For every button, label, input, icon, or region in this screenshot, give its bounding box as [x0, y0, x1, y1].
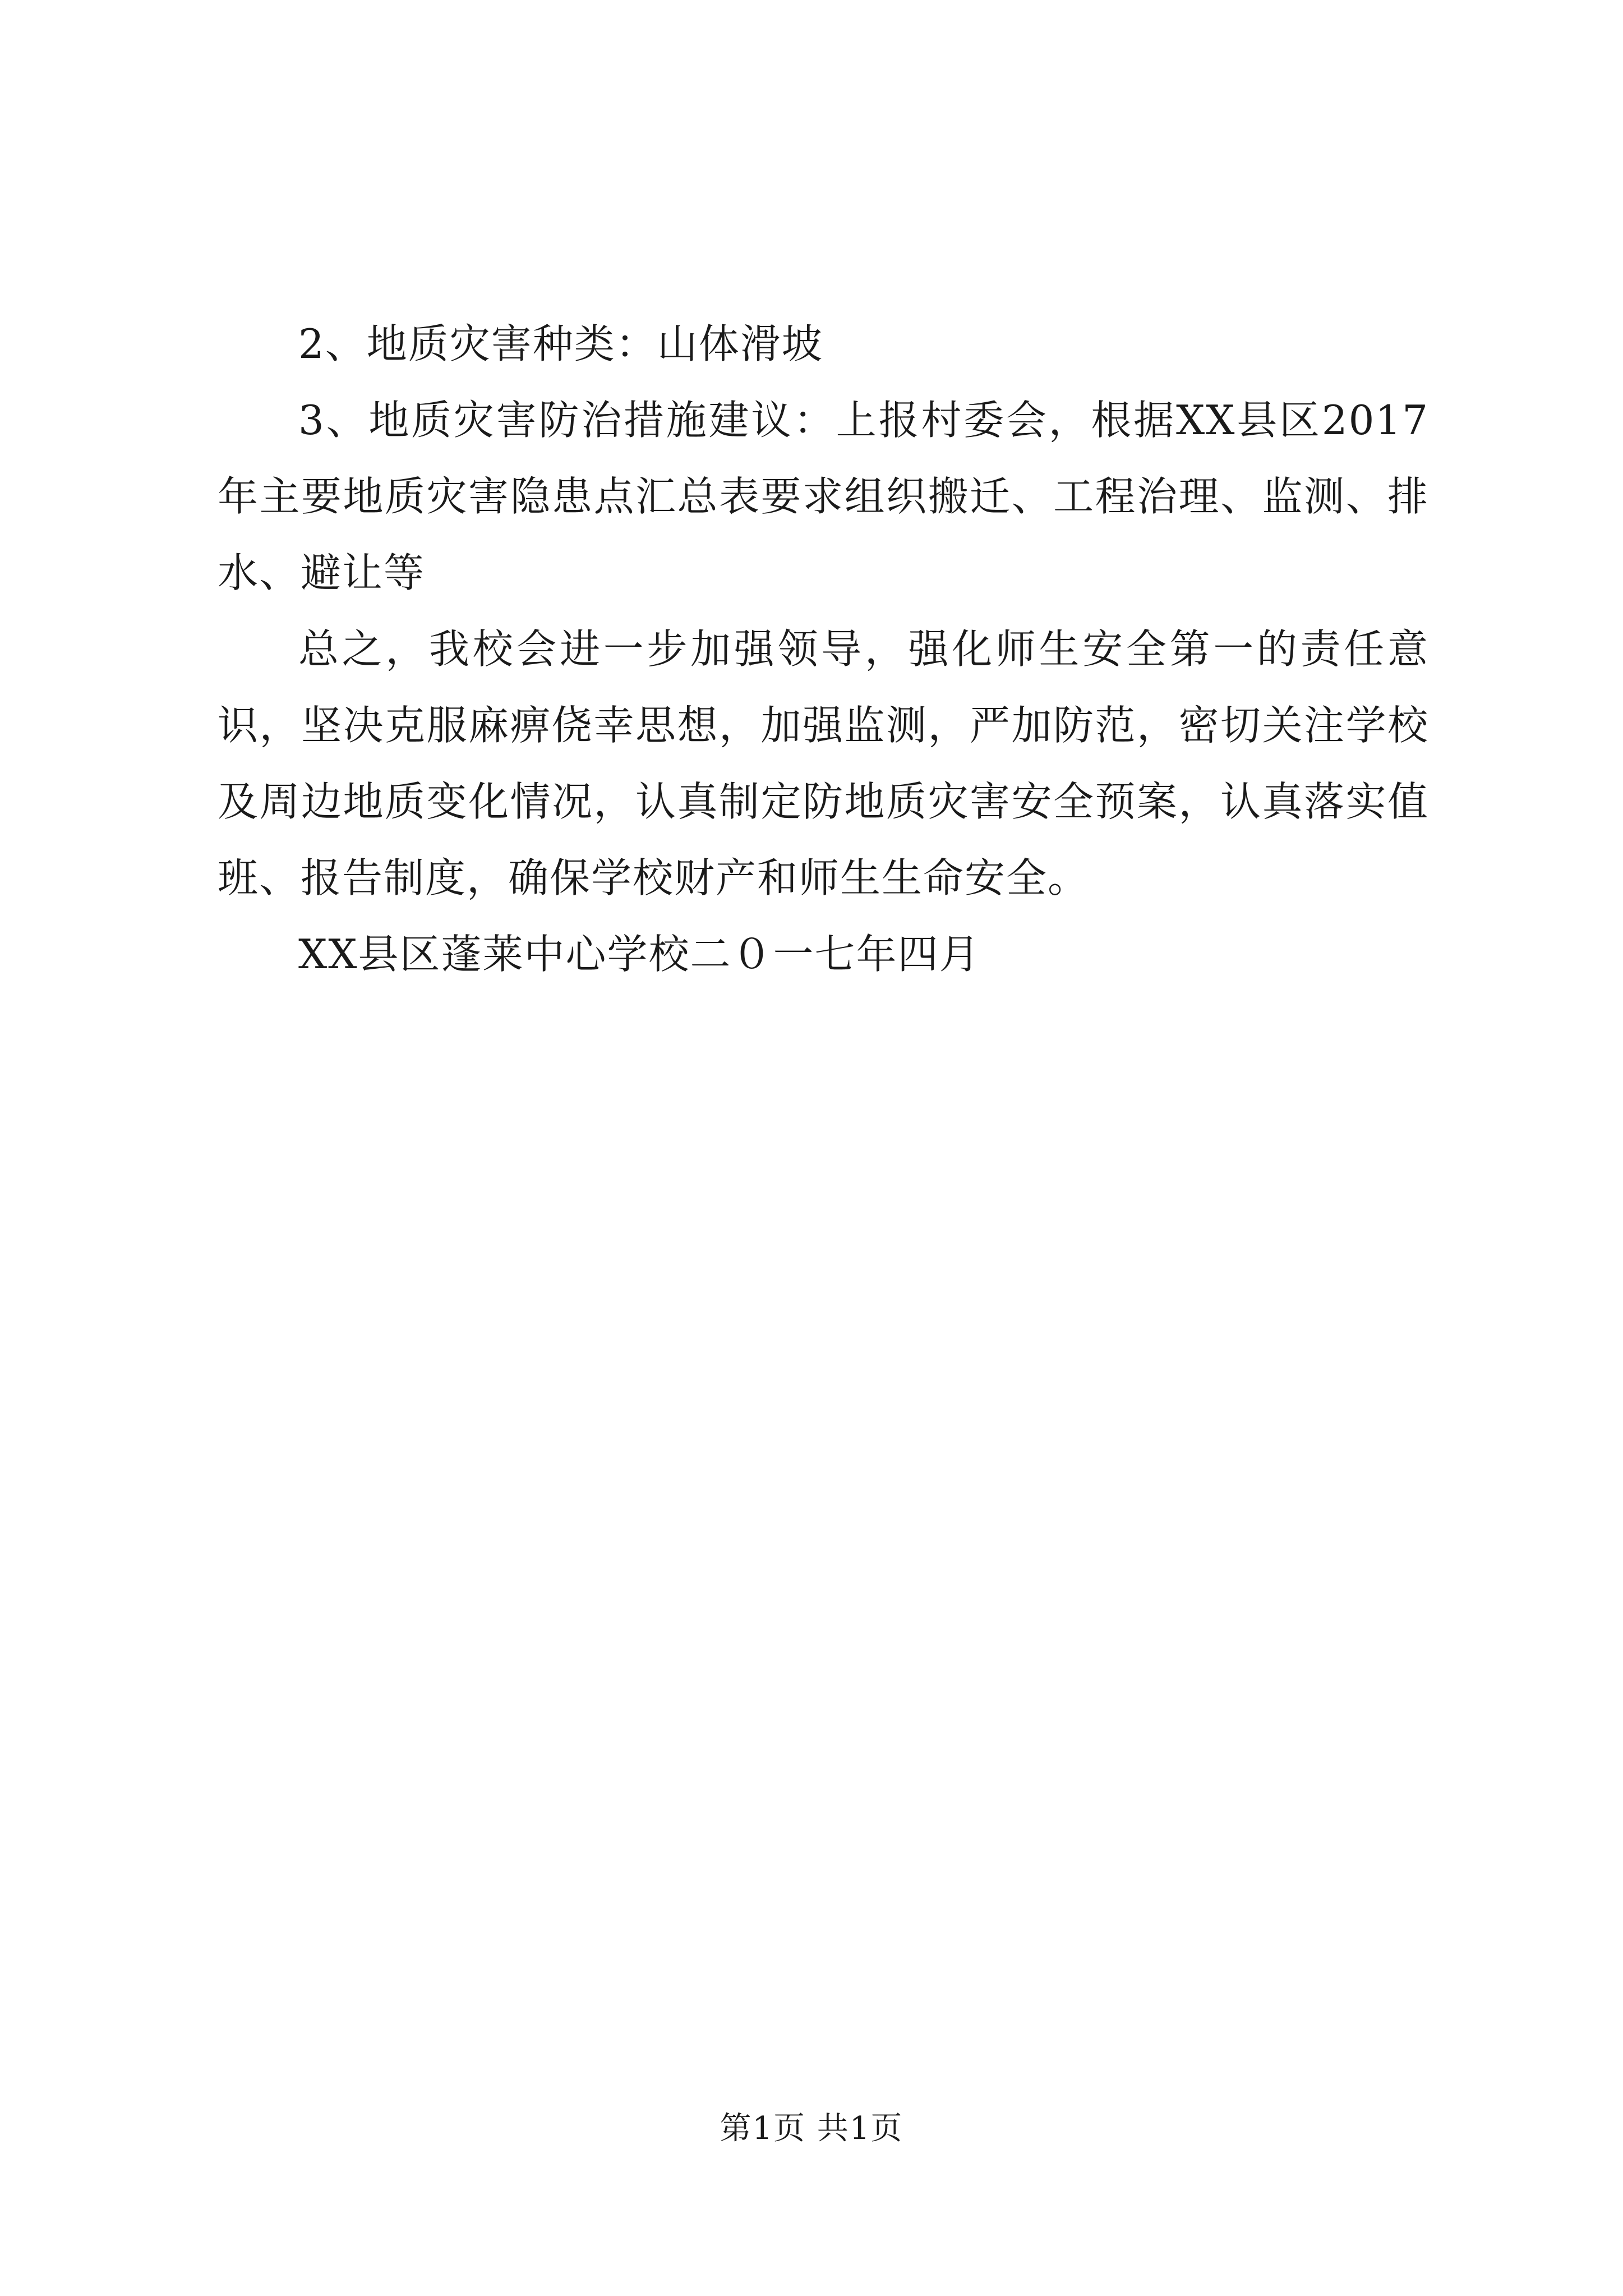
paragraph-disaster-type: 2、地质灾害种类：山体滑坡 [298, 320, 823, 367]
page-footer: 第1页 共1页 [720, 2110, 903, 2147]
paragraph-prevention-suggestions: 3、地质灾害防治措施建议：上报村委会，根据XX县区2017年主要地质灾害隐患点汇总表要求组织搬迁、工程治理、监测、排水、避让等 [218, 397, 1429, 596]
paragraph-signature-date: XX县区蓬莱中心学校二０一七年四月 [298, 931, 981, 978]
paragraph-conclusion: 总之，我校会进一步加强领导，强化师生安全第一的责任意识，坚决克服麻痹侥幸思想，加强监测，严加防范，密切关注学校及周边地质变化情况，认真制定防地质灾害安全预案，认真落实值班、报告制度，确保学校财产和师生生命安全。 [218, 625, 1429, 901]
document-body [218, 306, 1429, 992]
